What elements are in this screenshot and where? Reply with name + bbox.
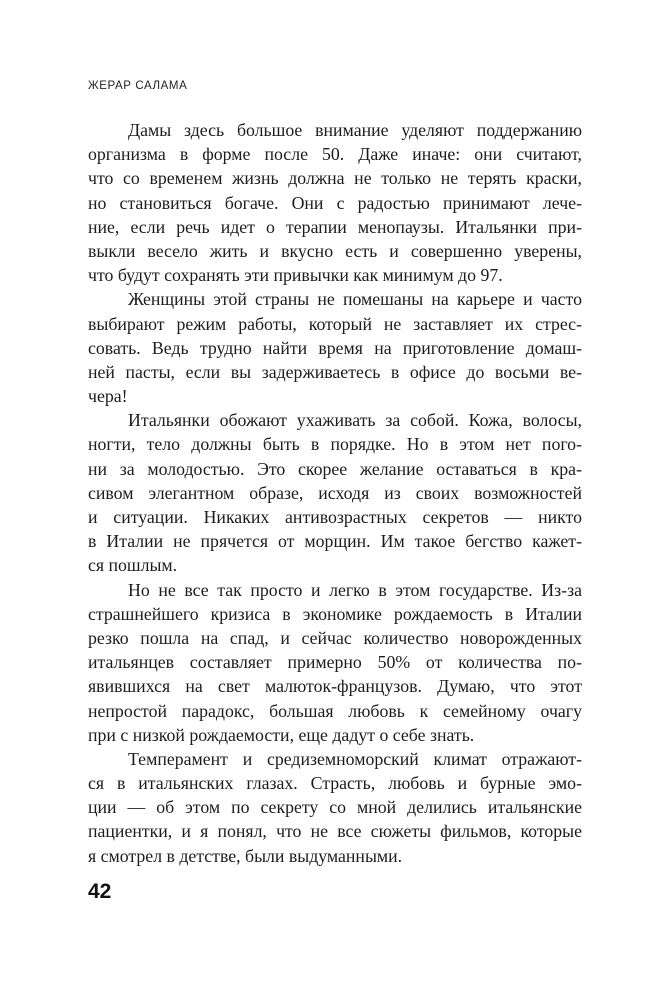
text-line: совать. Ведь трудно найти время на приготовление домаш- [88,337,582,358]
paragraph-4 [88,578,582,747]
text-line: пациентки, и я понял, что не все сюжеты фильмов, которые [88,821,582,842]
text-line: Женщины этой страны не помешаны на карьере и часто [128,289,582,310]
text-line: Итальянки обожают ухаживать за собой. Кожа, волосы, [128,410,582,431]
text-line: ней пасты, если вы задерживаетесь в офисе до восьми ве- [88,361,582,382]
paragraph-1 [88,118,582,287]
text-line: выкли весело жить и вкусно есть и совершенно уверены, [88,240,582,261]
paragraph-2 [88,287,582,408]
text-line: резко пошла на спад, и сейчас количество новорожденных [88,627,582,648]
text-line: при с низкой рождаемости, еще дадут о себе знать. [88,724,475,745]
text-line: ся пошлым. [88,555,178,576]
text-line: но становиться богаче. Они с радостью принимают лече- [88,192,582,213]
text-line: ни за молодостью. Это скорее желание оставаться в кра- [88,458,582,479]
text-line: чера! [88,386,128,407]
text-line: ние, если речь идет о терапии менопаузы. Итальянки при- [88,216,582,237]
text-line: Дамы здесь большое внимание уделяют поддержанию [128,120,582,140]
paragraph-5 [88,747,582,868]
text-line: Темперамент и средиземноморский климат отражают- [128,748,582,769]
text-line: организма в форме после 50. Даже иначе: они считают, [88,144,582,165]
text-line: я смотрел в детстве, были выдуманными. [88,845,403,866]
text-line: сивом элегантном образе, исходя из своих возможностей [88,482,582,503]
text-line: ся в итальянских глазах. Страсть, любовь и бурные эмо- [88,773,582,794]
text-line: явившихся на свет малюток-французов. Думаю, что этот [88,676,582,697]
text-line: что будут сохранять эти привычки как минимум до 97. [88,265,503,286]
text-line: Но не все так просто и легко в этом государстве. Из-за [128,579,582,600]
text-line: непростой парадокс, большая любовь к семейному очагу [88,700,582,721]
text-line: ции — об этом по секрету со мной делились итальянские [88,797,582,818]
text-line: и ситуации. Никаких антивозрастных секретов — никто [88,507,582,527]
page-number: 42 [88,880,112,903]
text-line: ногти, тело должны быть в порядке. Но в этом нет пого- [88,434,582,455]
paragraph-3 [88,408,582,577]
text-line: страшнейшего кризиса в экономике рождаемость в Италии [88,603,582,624]
text-line: итальянцев составляет примерно 50% от количества по- [88,652,582,673]
body-text [88,118,582,868]
running-header: ЖЕРАР САЛАМА [88,80,188,92]
text-line: выбирают режим работы, который не заставляет их стрес- [88,313,582,334]
text-line: что со временем жизнь должна не только не терять краски, [88,168,582,189]
text-line: в Италии не прячется от морщин. Им такое бегство кажет- [88,531,582,552]
